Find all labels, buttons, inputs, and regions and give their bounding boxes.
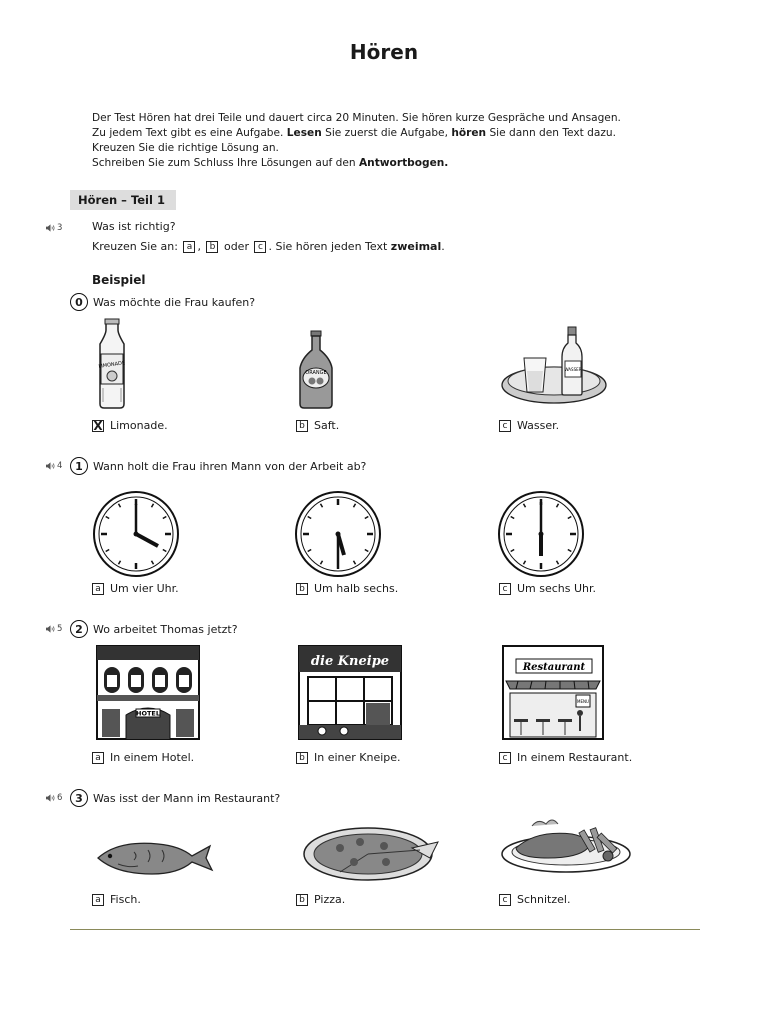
answer-1c[interactable]: c Um sechs Uhr.: [499, 582, 596, 595]
question-number: 1: [70, 457, 88, 475]
speaker-icon: [46, 224, 55, 232]
answer-3c[interactable]: c Schnitzel.: [499, 893, 570, 906]
speaker-icon: [46, 462, 55, 470]
answer-3a[interactable]: a Fisch.: [92, 893, 141, 906]
checkbox: X: [93, 418, 103, 433]
schnitzel-icon: [500, 814, 636, 876]
question-number: 3: [70, 789, 88, 807]
question-text: Wo arbeitet Thomas jetzt?: [93, 622, 238, 636]
page-title: Hören: [349, 40, 419, 64]
instruction-line: Kreuzen Sie an: a , b oder c . Sie hören jeden Text zweimal.: [92, 240, 445, 253]
answer-1a[interactable]: a Um vier Uhr.: [92, 582, 179, 595]
fish-icon: [94, 836, 216, 878]
question-text: Was möchte die Frau kaufen?: [93, 295, 256, 309]
speaker-icon: [46, 625, 55, 633]
clock-6-icon: [497, 490, 585, 578]
instruction-question: Was ist richtig?: [92, 220, 176, 233]
answer-1b[interactable]: b Um halb sechs.: [296, 582, 398, 595]
checkbox: b: [296, 583, 308, 595]
speaker-icon: [46, 794, 55, 802]
checkbox: c: [499, 420, 511, 432]
svg-text:LIMONADE: LIMONADE: [98, 360, 126, 370]
svg-text:HOTEL: HOTEL: [136, 709, 160, 718]
intro-line-2: Zu jedem Text gibt es eine Aufgabe. Lesen Sie zuerst die Aufgabe, hören Sie dann den Text dazu.: [92, 127, 617, 139]
restaurant-icon: [502, 645, 604, 740]
question-number: 2: [70, 620, 88, 638]
audio-track-5[interactable]: 5: [46, 624, 62, 634]
checkbox: c: [499, 583, 511, 595]
clock-half-six-icon: [294, 490, 382, 578]
answer-2c[interactable]: c In einem Restaurant.: [499, 751, 632, 764]
checkbox: a: [92, 894, 104, 906]
question-1: [70, 457, 366, 475]
limonade-bottle-icon: [92, 318, 132, 410]
svg-text:WASSER: WASSER: [564, 367, 582, 372]
audio-track-3[interactable]: 3: [46, 223, 62, 233]
checkbox: c: [499, 752, 511, 764]
beispiel-label: Beispiel: [92, 273, 146, 287]
checkbox: b: [296, 752, 308, 764]
answer-2a[interactable]: a In einem Hotel.: [92, 751, 194, 764]
audio-track-4[interactable]: 4: [46, 461, 62, 471]
answer-3b[interactable]: b Pizza.: [296, 893, 345, 906]
checkbox: c: [499, 894, 511, 906]
intro-line-4: Schreiben Sie zum Schluss Ihre Lösungen auf den Antwortbogen.: [92, 157, 449, 169]
answer-0a[interactable]: X Limonade.: [93, 418, 168, 433]
question-text: Was isst der Mann im Restaurant?: [93, 791, 281, 805]
kneipe-icon: [298, 645, 402, 740]
checkbox: a: [92, 583, 104, 595]
question-text: Wann holt die Frau ihren Mann von der Arbeit ab?: [93, 459, 367, 473]
svg-text:die Kneipe: die Kneipe: [310, 654, 390, 669]
intro-text: [92, 111, 652, 171]
clock-4-icon: [92, 490, 180, 578]
intro-line-1: Der Test Hören hat drei Teile und dauert circa 20 Minuten. Sie hören kurze Gespräche und Ansagen.: [92, 112, 621, 124]
footer-divider: [70, 929, 700, 930]
svg-text:Restaurant: Restaurant: [522, 662, 586, 673]
svg-text:ORANGE: ORANGE: [305, 370, 327, 376]
question-0: [70, 293, 255, 311]
checkbox: a: [92, 752, 104, 764]
water-tray-icon: [500, 325, 612, 410]
section-header: Hören – Teil 1: [70, 190, 176, 210]
answer-2b[interactable]: b In einer Kneipe.: [296, 751, 401, 764]
svg-text:MENU: MENU: [577, 699, 589, 704]
question-2: [70, 620, 238, 638]
box-c-icon: c: [254, 241, 266, 253]
checkbox: b: [296, 894, 308, 906]
question-3: [70, 789, 280, 807]
box-a-icon: a: [183, 241, 195, 253]
box-b-icon: b: [206, 241, 218, 253]
audio-track-6[interactable]: 6: [46, 793, 62, 803]
checkbox: b: [296, 420, 308, 432]
intro-line-3: Kreuzen Sie die richtige Lösung an.: [92, 142, 279, 154]
hotel-icon: [96, 645, 200, 740]
pizza-icon: [300, 822, 442, 884]
answer-0c[interactable]: c Wasser.: [499, 419, 559, 432]
juice-bottle-icon: [297, 330, 335, 410]
answer-0b[interactable]: b Saft.: [296, 419, 339, 432]
question-number: 0: [70, 293, 88, 311]
